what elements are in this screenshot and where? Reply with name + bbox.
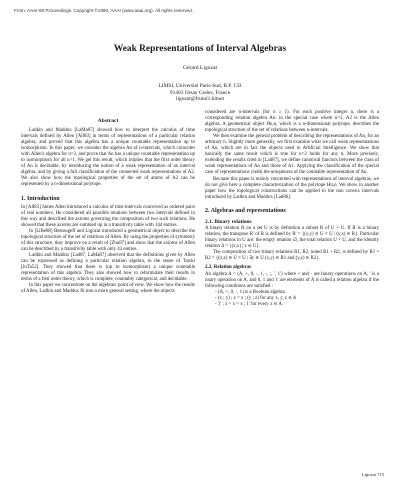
binary-relations-text: A binary relation R on a set U is by definition a subset R of U × U. If R is a binary relation, the transpose R' of R is defined by R' = {(x,y) ∈ U × U | (y,x) ∈ R}. Particular binary relations in U are: the empty relation ∅, the total relation U × U, and the identity relation Δ = {(x,x) | x ∈ U}. (205, 225, 379, 249)
intro-paragraph: We then examine the general problem of describing the representations of An, for an arbitrary n. Slightly more generally, we first examine what we call weak representations of An, which are in fact the objects used in Artificial Intelligence. We show that basically the same result which is true for n=2 holds for any n. More precisely, extending the results cited in [Lad87], we define canonical functors between the class of weak representations of An and those of A1. Applying the classification of the special case of representations yields the uniqueness of the countable representation of An. (205, 134, 379, 176)
intro-paragraph: In [All83] James Allen introduced a calculus of time intervals conceived as ordered pairs of real numbers. He considered all possible relations between two intervals defined in this way and described the axioms governing the composition of two such relations. He showed that these axioms are summed up in a transitivity table with 144 entries. (21, 204, 195, 228)
intro-paragraph: considered are n-intervals (for n ≥ 1). For each positive integer n, there is a corresponding relation algebra An: in the special case where n=2, A2 is the Allen algebra. A geometrical object Hn,n, which is a n-dimensional polytope, describes the topological structure of the set of relations between n-intervals. (205, 110, 379, 134)
list-item: - (x ; y) ; z = x ; (y ; z) for any x, y, z ∈ A (215, 296, 297, 302)
intro-paragraph: Ladkin and Maddux [Lad87, LaMa87] observed that the definitions given by Allen can be expressed as defining a particular relation algebra, in the sense of Tarski [JoTa52]. They showed that there is (up to isomorphism) a unique countable representation of this algebra. They also showed how to reformulate their results in terms of a first order theory, which is complete, countably categorical, and decidable. (21, 252, 195, 283)
paper-author: Gérard Ligozat (182, 65, 217, 71)
abstract-heading: Abstract (97, 118, 119, 124)
subsection-heading-binary-relations: 2.1. Binary relations (205, 218, 252, 225)
intro-paragraph: Because this paper is mainly concerned with representations of interval algebras, we do not give here a complete characterization of the polytope Hn,n. We show in another paper how the topological constructions can be applied to the non convex intervals introduced by Ladkin and Maddux [Lad86]. (205, 176, 379, 200)
right-column (205, 110, 379, 308)
paper-title: Weak Representations of Interval Algebras (113, 44, 287, 54)
page-footer: Ligozat 715 (361, 472, 384, 477)
abstract-text: Ladkin and Maddux [LaMa87] showed how to interpret the calculus of time intervals defined by Allen [All83] in terms of representations of a particular relation algebra, and proved that this algebra has a unique countable representation up to isomorphism. In this paper, we consider the algebra An of n-intervals, which coincides with Allen's algebra for n=2, and prove that An has a unique countable representation up to isomorphism for all n>1. We get this result, which implies that the first order theory of An is decidable, by introducing the notion of a weak representation of an interval algebra, and by giving a full classification of the connected weak representations of A2. We also show how the topological properties of the set of atoms of A2 can be represented by a n-dimensional polytope. (21, 128, 195, 188)
intro-paragraph: In this paper we concentrate on the algebraic point of view. We show how the results of Allen, Ladkin and Maddux fit into a more general setting, where the objects (21, 283, 195, 295)
list-item: - (A, +, 0, ·, 1) is a Boolean algebra. (215, 290, 286, 296)
author-affiliation (0, 83, 400, 103)
copyright-line: From: AAAI-90 Proceedings. Copyright ©1990, AAAI (www.aaai.org). All rights reserved. (14, 8, 194, 13)
section-heading-introduction: 1. Introduction (21, 195, 60, 202)
list-item: - 1' ; x = x = x ; 1' for every x ∈ A. (215, 302, 284, 308)
binary-relations-text: The composition of two binary relations R1, R2, noted R1 ∘ R2, is defined by R1 ∘ R2 = {(x,z) ∈ U × U | ∃y ∈ U (x,y) ∈ R1 and (y,z) ∈ R2}. (205, 249, 379, 262)
affiliation-line: LIMSI, Université Paris-Sud, B.P. 133 (158, 83, 242, 89)
affiliation-line: 91403 Orsay Cedex, France (169, 89, 231, 96)
subsection-heading-relation-algebras: 2.2. Relation algebras (205, 265, 252, 271)
relation-algebras-text: An algebra A = (A, +, 0, ·, 1, -, ;, ', 1') where + and · are binary operations on A, ' is a unary operation on A, and 0, 1 and 1' are elements of A is called a relation algebra if the following conditions are satisfied : (205, 272, 379, 290)
section-heading-algebras: 2. Algebras and representations (205, 207, 286, 214)
intro-paragraph: In [LiBe88] Bestougeff and Ligozat introduced a geometrical object to describe the topological structure of the set of relations of Allen. By using the properties of symmetry of this structure, they improve on a result of [Zhu87] and show that the axioms of Allen can be described by a transitivity table with only 43 entries. (21, 228, 195, 252)
left-column (21, 118, 195, 295)
affiliation-email: ligozat@frutol1.bitnet (176, 96, 224, 103)
